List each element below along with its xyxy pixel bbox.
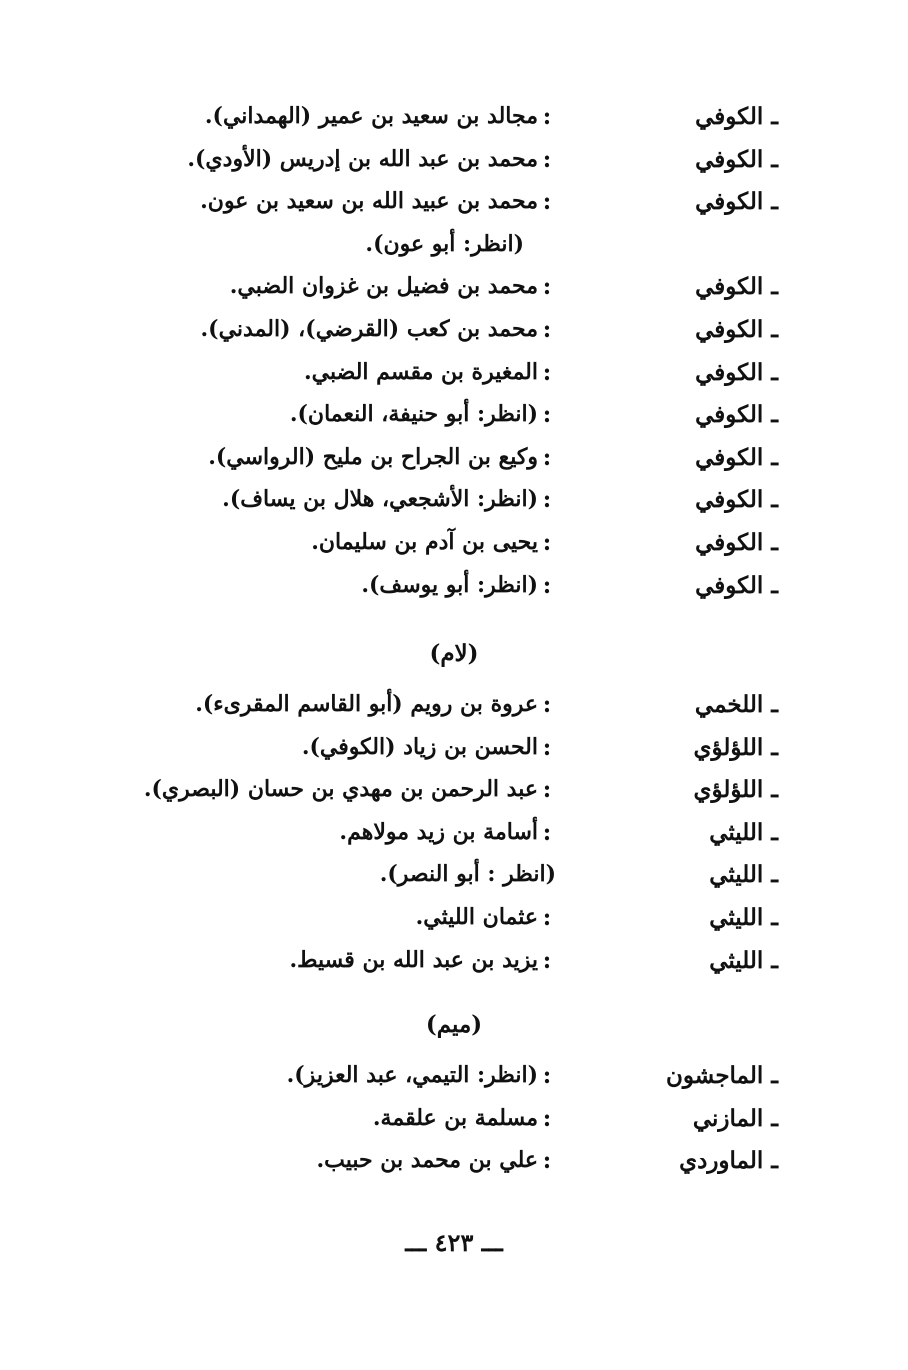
entry-colon: : [542, 818, 552, 846]
entry-colon: : [542, 188, 552, 216]
entry-name: محمد بن كعب (القرضي)، (المدني). [200, 315, 538, 342]
entry-nisba: ـ اللخمي [694, 691, 778, 718]
entry-colon: : [542, 733, 552, 761]
entry-row [0, 103, 908, 146]
entry-nisba: ـ الكوفي [695, 273, 778, 301]
entry-name: محمد بن عبيد الله بن سعيد بن عون. [200, 188, 538, 215]
entry-row [0, 776, 908, 819]
entry-row [0, 359, 908, 402]
entry-row [0, 572, 908, 615]
entry-row [0, 691, 908, 734]
entry-nisba: ـ اللؤلؤي [693, 733, 778, 761]
entry-row [0, 486, 908, 529]
entry-name: عثمان الليثي. [415, 903, 538, 930]
entry-name: (انظر: الأشجعي، هلال بن يساف). [222, 486, 538, 513]
section-heading-mim: (ميم) [425, 1011, 483, 1038]
entry-row [0, 734, 908, 777]
entry-row [0, 401, 908, 444]
entry-nisba: ـ الماوردي [679, 1147, 778, 1175]
entry-nisba: ـ الليثي [709, 946, 778, 974]
entry-name: (انظر: أبو عون). [365, 230, 524, 257]
entry-nisba: ـ الليثي [709, 818, 778, 846]
entry-colon: : [542, 401, 552, 429]
entry-name: علي بن محمد بن حبيب. [316, 1147, 538, 1174]
entry-nisba: ـ الكوفي [695, 358, 778, 386]
section-heading-lam: (لام) [429, 640, 479, 667]
entry-row [0, 273, 908, 316]
entry-colon: : [542, 691, 552, 718]
entry-colon: : [542, 103, 552, 130]
entry-name: (انظر: أبو حنيفة، النعمان). [289, 401, 538, 428]
entry-name: المغيرة بن مقسم الضبي. [303, 358, 538, 385]
entry-colon: : [542, 358, 552, 386]
entry-row [0, 444, 908, 487]
entry-nisba: ـ الماجشون [666, 1062, 778, 1089]
entry-colon: : [542, 443, 552, 471]
entry-row [0, 1147, 908, 1190]
section-mim-entries [0, 1062, 908, 1190]
entry-nisba: ـ المازني [692, 1104, 778, 1132]
entry-nisba: ـ الليثي [709, 903, 778, 931]
entry-colon: : [542, 1104, 552, 1132]
entry-colon: : [542, 1062, 552, 1089]
entry-nisba: ـ الكوفي [695, 315, 778, 343]
entry-row [0, 1062, 908, 1105]
page-number: ـــ ٤٢٣ ـــ [405, 1228, 503, 1257]
entry-name: عبد الرحمن بن مهدي بن حسان (البصري). [143, 776, 538, 803]
entry-name: (انظر : أبو النصر). [379, 861, 556, 888]
entry-colon: : [542, 486, 552, 514]
entry-nisba: ـ الكوفي [695, 103, 778, 130]
entry-name: مجالد بن سعيد بن عمير (الهمداني). [204, 103, 538, 129]
entry-nisba: ـ الكوفي [695, 443, 778, 471]
entry-name: محمد بن فضيل بن غزوان الضبي. [229, 273, 538, 300]
entry-name: يزيد بن عبد الله بن قسيط. [289, 946, 538, 973]
entry-row [0, 146, 908, 189]
entry-nisba: ـ الليثي [709, 861, 778, 889]
section-kaf-entries [0, 103, 908, 614]
entry-name: مسلمة بن علقمة. [372, 1104, 538, 1131]
entry-nisba: ـ الكوفي [695, 571, 778, 599]
entry-colon: : [542, 145, 552, 173]
entry-row [0, 947, 908, 990]
entry-name: أسامة بن زيد مولاهم. [339, 818, 538, 845]
entry-nisba: ـ اللؤلؤي [693, 776, 778, 804]
entry-name: الحسن بن زياد (الكوفي). [301, 733, 538, 760]
entry-row [0, 1105, 908, 1148]
entry-row [0, 904, 908, 947]
entry-row [0, 819, 908, 862]
entry-name: عروة بن رويم (أبو القاسم المقرىء). [195, 691, 538, 717]
entry-row [0, 188, 908, 231]
entry-colon: : [542, 571, 552, 599]
entry-continuation [0, 231, 908, 274]
section-lam-entries [0, 691, 908, 989]
entry-name: (انظر: أبو يوسف). [361, 571, 538, 598]
entry-colon: : [542, 776, 552, 804]
entry-nisba: ـ الكوفي [695, 486, 778, 514]
entry-nisba: ـ الكوفي [695, 528, 778, 556]
entry-name: (انظر: التيمي، عبد العزيز). [286, 1062, 538, 1088]
entry-name: وكيع بن الجراح بن مليح (الرواسي). [208, 443, 538, 470]
entry-colon: : [542, 946, 552, 974]
entry-name: محمد بن عبد الله بن إدريس (الأودي). [187, 145, 538, 172]
entry-name: يحيى بن آدم بن سليمان. [311, 528, 538, 555]
entry-colon: : [542, 273, 552, 301]
entry-row [0, 529, 908, 572]
entry-row [0, 316, 908, 359]
entry-nisba: ـ الكوفي [695, 188, 778, 216]
entry-colon: : [542, 1147, 552, 1175]
entry-colon: : [542, 528, 552, 556]
entry-colon: : [542, 903, 552, 931]
entry-nisba: ـ الكوفي [695, 145, 778, 173]
entry-nisba: ـ الكوفي [695, 401, 778, 429]
entry-colon: : [542, 315, 552, 343]
entry-row [0, 861, 908, 904]
